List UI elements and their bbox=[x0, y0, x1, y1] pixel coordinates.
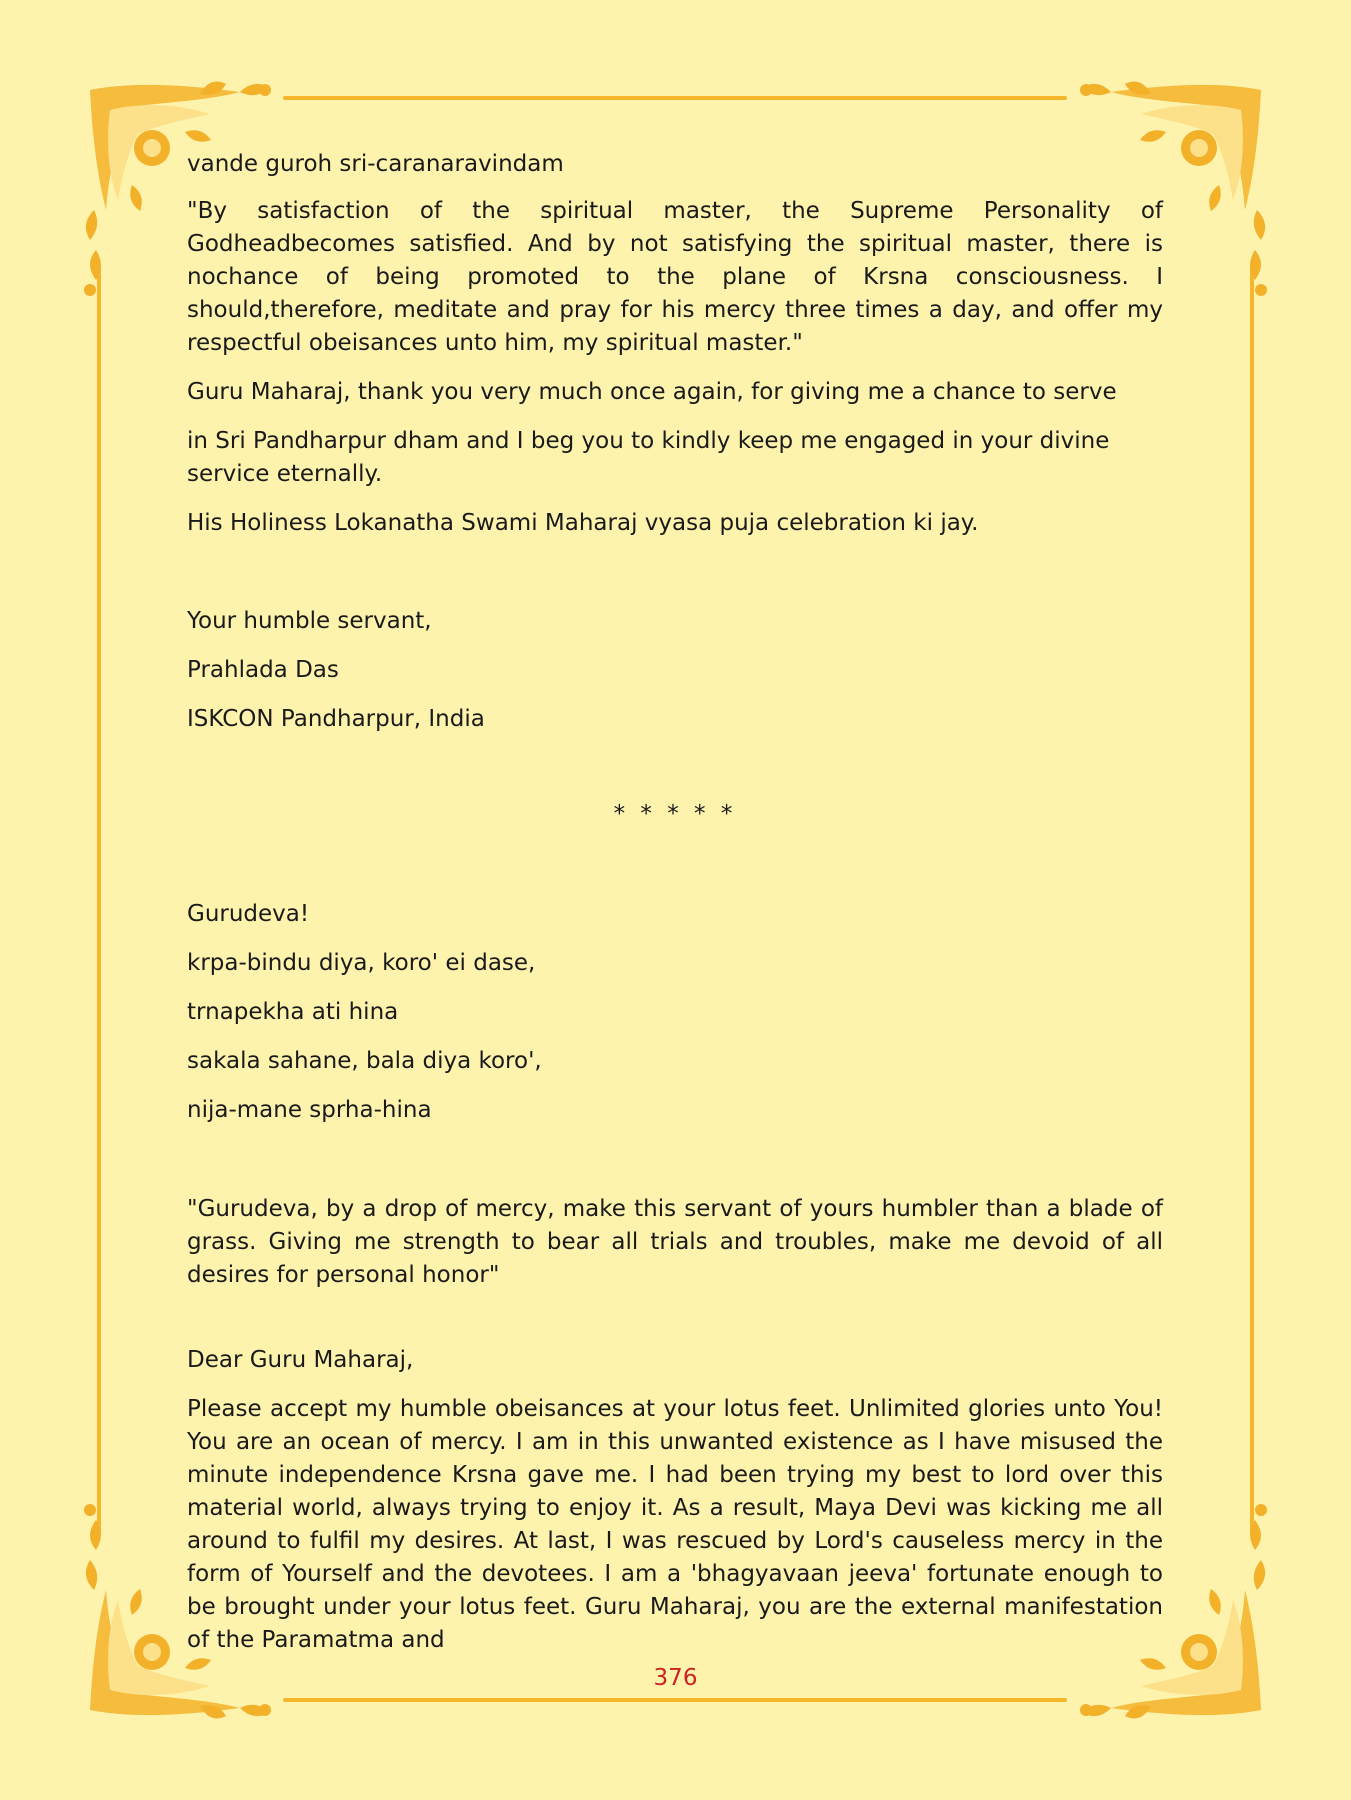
section-separator: * * * * * bbox=[613, 801, 737, 827]
signature-place: ISKCON Pandharpur, India bbox=[187, 706, 485, 732]
mantra-line: vande guroh sri-caranaravindam bbox=[187, 151, 564, 177]
verse-translation: "Gurudeva, by a drop of mercy, make this servant of yours humbler than a blade of grass. Giving me strength to bear all trials and troubles, make me devoid of all desires for personal honor" bbox=[187, 1196, 1163, 1288]
celebration-line: His Holiness Lokanatha Swami Maharaj vyasa puja celebration ki jay. bbox=[187, 510, 979, 536]
salutation-gurudeva: Gurudeva! bbox=[187, 901, 310, 927]
letter-body: Please accept my humble obeisances at your lotus feet. Unlimited glories unto You! You are an ocean of mercy. I am in this unwanted existence as I have misused the minute independence Krsna gave me. I had been trying my best to lord over this material world, always trying to enjoy it. As a result, Maya Devi was kicking me all around to fulfil my desires. At last, I was rescued by Lord's causeless mercy in the form of Yourself and the devotees. I am a 'bhagyavaan jeeva' fortunate enough to be brought under your lotus feet. Guru Maharaj, you are the external manifestation of the Paramatma and bbox=[187, 1396, 1163, 1653]
page-number: 376 bbox=[653, 1665, 698, 1691]
salutation-dear: Dear Guru Maharaj, bbox=[187, 1347, 414, 1373]
verse-line-4: nija-mane sprha-hina bbox=[187, 1097, 432, 1123]
thanks-continued: in Sri Pandharpur dham and I beg you to kindly keep me engaged in your divine service eternally. bbox=[187, 428, 1110, 487]
closing-line: Your humble servant, bbox=[187, 608, 432, 634]
signature-name: Prahlada Das bbox=[187, 657, 339, 683]
verse-line-2: trnapekha ati hina bbox=[187, 999, 399, 1025]
letter-content bbox=[187, 148, 1163, 1657]
verse-line-3: sakala sahane, bala diya koro', bbox=[187, 1048, 542, 1074]
thanks-line: Guru Maharaj, thank you very much once again, for giving me a chance to serve bbox=[187, 379, 1117, 405]
quote-paragraph: "By satisfaction of the spiritual master, the Supreme Personality of Godheadbecomes satisfied. And by not satisfying the spiritual master, there is nochance of being promoted to the plane of Krsna consciousness. I should,therefore, meditate and pray for his mercy three times a day, and offer my respectful obeisances unto him, my spiritual master." bbox=[187, 198, 1163, 356]
verse-line-1: krpa-bindu diya, koro' ei dase, bbox=[187, 950, 536, 976]
